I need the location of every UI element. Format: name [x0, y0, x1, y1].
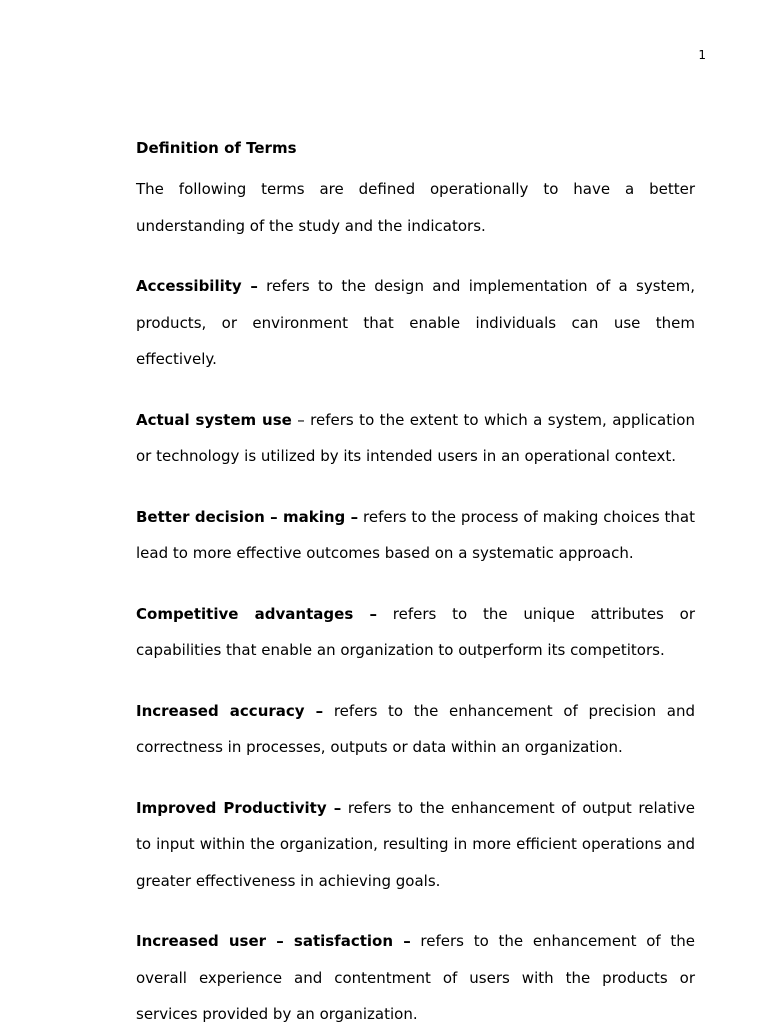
definition-competitive-advantages — [136, 596, 695, 669]
section-heading: Definition of Terms — [136, 139, 297, 157]
term-definition: refers to the process of making choices that lead to more effective outcomes based on a systematic approach. — [136, 507, 695, 562]
term-definition: refers to the unique attributes or capabilities that enable an organization to outperform its competitors. — [136, 604, 695, 659]
term-label: Increased accuracy – — [136, 701, 324, 720]
definition-increased-accuracy — [136, 693, 695, 766]
term-label: Actual system use — [136, 410, 292, 429]
term-label: Competitive advantages – — [136, 604, 377, 623]
definition-better-decision-making — [136, 499, 695, 572]
term-definition: – refers to the extent to which a system, application or technology is utilized by its intended users in an operational context. — [136, 410, 695, 465]
document-body — [136, 137, 695, 1033]
definition-actual-system-use — [136, 402, 695, 475]
intro-paragraph: The following terms are defined operationally to have a better understanding of the study and the indicators. — [136, 180, 695, 235]
term-definition: refers to the enhancement of output relative to input within the organization, resulting in more efficient operations and greater effectiveness in achieving goals. — [136, 798, 695, 890]
definition-accessibility — [136, 268, 695, 378]
term-definition: refers to the enhancement of the overall experience and contentment of users with the products or services provided by an organization. — [136, 932, 695, 1023]
term-definition: refers to the design and implementation of a system, products, or environment that enable individuals can use them effectively. — [136, 277, 696, 368]
term-label: Accessibility – — [136, 277, 258, 295]
term-label: Improved Productivity – — [136, 798, 342, 817]
definition-improved-productivity — [136, 790, 695, 900]
term-label: Increased user – satisfaction – — [136, 932, 411, 950]
definition-increased-user-satisfaction — [136, 923, 695, 1033]
term-label: Better decision – making – — [136, 507, 359, 526]
page-number: 1 — [698, 48, 706, 62]
term-definition: refers to the enhancement of precision and correctness in processes, outputs or data within an organization. — [136, 701, 695, 756]
